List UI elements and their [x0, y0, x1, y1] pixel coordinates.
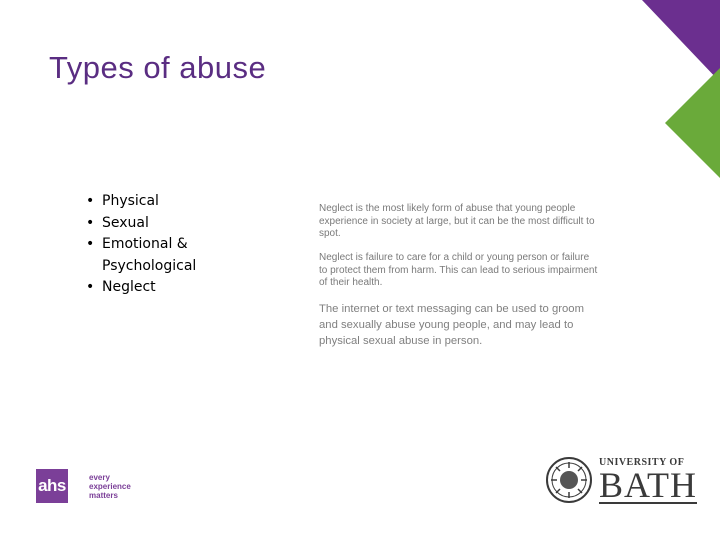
bath-logo-line1: UNIVERSITY OF: [599, 456, 685, 468]
bath-logo-line2: BATH: [599, 464, 698, 505]
tagline-line: experience: [89, 481, 131, 491]
list-item: • Emotional & Psychological: [86, 234, 217, 277]
neglect-paragraph-1: Neglect is the most likely form of abuse that young people experience in society at large, but it can be the most difficult to spot.: [319, 203, 595, 239]
corner-decoration: [590, 0, 720, 190]
bath-seal-icon: [545, 456, 593, 504]
tagline-line: every: [89, 472, 110, 482]
list-item: • Physical: [86, 191, 217, 213]
abuse-types-list: [86, 191, 217, 299]
list-item: • Sexual: [86, 213, 217, 235]
slide-title: Types of abuse: [49, 50, 267, 85]
university-of-bath-logo: [545, 456, 697, 504]
list-item: • Neglect: [86, 277, 217, 299]
online-abuse-paragraph: The internet or text messaging can be used to groom and sexually abuse young people, and may lead to physical sexual abuse in person.: [319, 303, 584, 347]
neglect-paragraph-2: Neglect is failure to care for a child or young person or failure to protect them from harm. This can lead to serious impairment of their health.: [319, 252, 598, 288]
ahs-logo-mark: ahs: [36, 469, 68, 503]
ahs-tagline: [89, 473, 131, 500]
tagline-line: matters: [89, 490, 118, 500]
purple-triangle: [590, 0, 720, 82]
green-triangle: [665, 68, 720, 178]
ahs-logo: [36, 469, 131, 503]
